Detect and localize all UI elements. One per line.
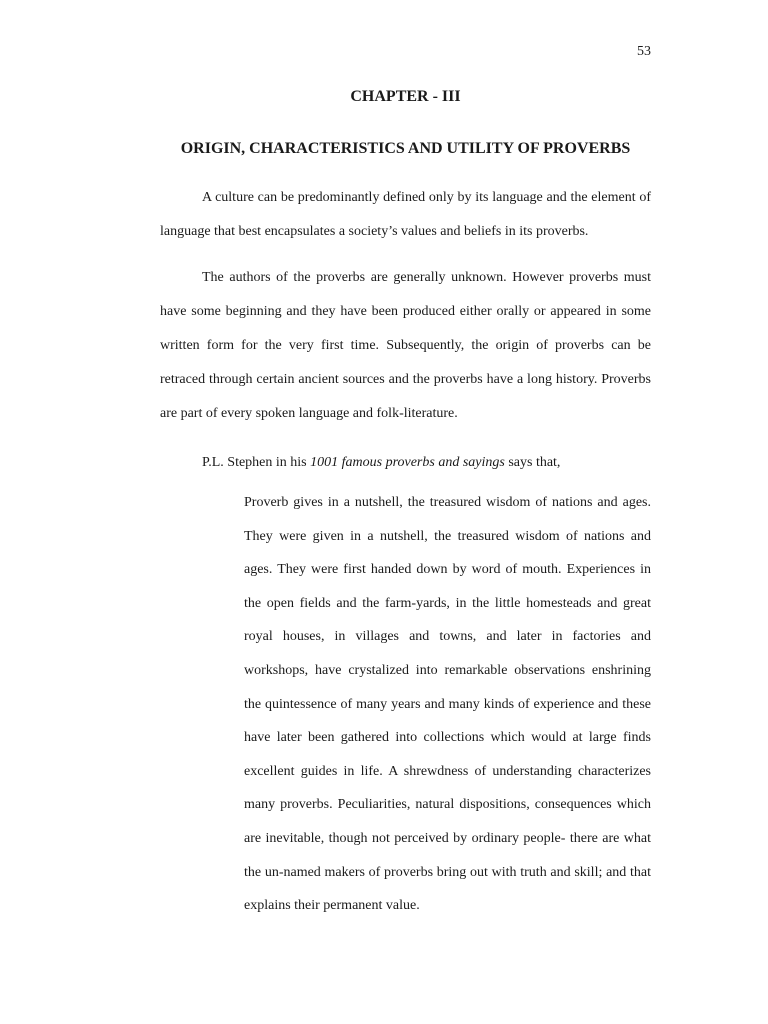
paragraph-culture: A culture can be predominantly defined only by its language and the element of language that best encapsulates a society’s values and beliefs in its proverbs. [160, 190, 651, 239]
page-number: 53 [637, 44, 651, 59]
citation-before: P.L. Stephen in his [202, 455, 311, 470]
block-quote: Proverb gives in a nutshell, the treasured wisdom of nations and ages. They were given in a nutshell, the treasured wisdom of nations and ages. They were first handed down by word of mouth. Experiences in the open fields and the farm-yards, in the little homesteads and great royal houses, in villages and towns, and later in factories and workshops, have crystalized into remarkable observations enshrining the quintessence of many years and many kinds of experience and these have later been gathered into collections which would at large finds excellent guides in life. A shrewdness of understanding characterizes many proverbs. Peculiarities, natural dispositions, consequences which are inevitable, though not perceived by ordinary people- there are what the un-named makers of proverbs bring out with truth and skill; and that explains their permanent value. [244, 495, 651, 914]
cited-book-title: 1001 famous proverbs and sayings [310, 455, 505, 470]
paragraph-authors: The authors of the proverbs are generally unknown. However proverbs must have some beginning and they have been produced either orally or appeared in some written form for the very first time. Subsequently, the origin of proverbs can be retraced through certain ancient sources and the proverbs have a long history. Proverbs are part of every spoken language and folk-literature. [160, 270, 651, 421]
citation-after: says that, [504, 455, 561, 470]
citation-intro [160, 446, 651, 480]
chapter-title: ORIGIN, CHARACTERISTICS AND UTILITY OF PROVERBS [180, 140, 631, 157]
chapter-heading: CHAPTER - III [350, 88, 461, 105]
